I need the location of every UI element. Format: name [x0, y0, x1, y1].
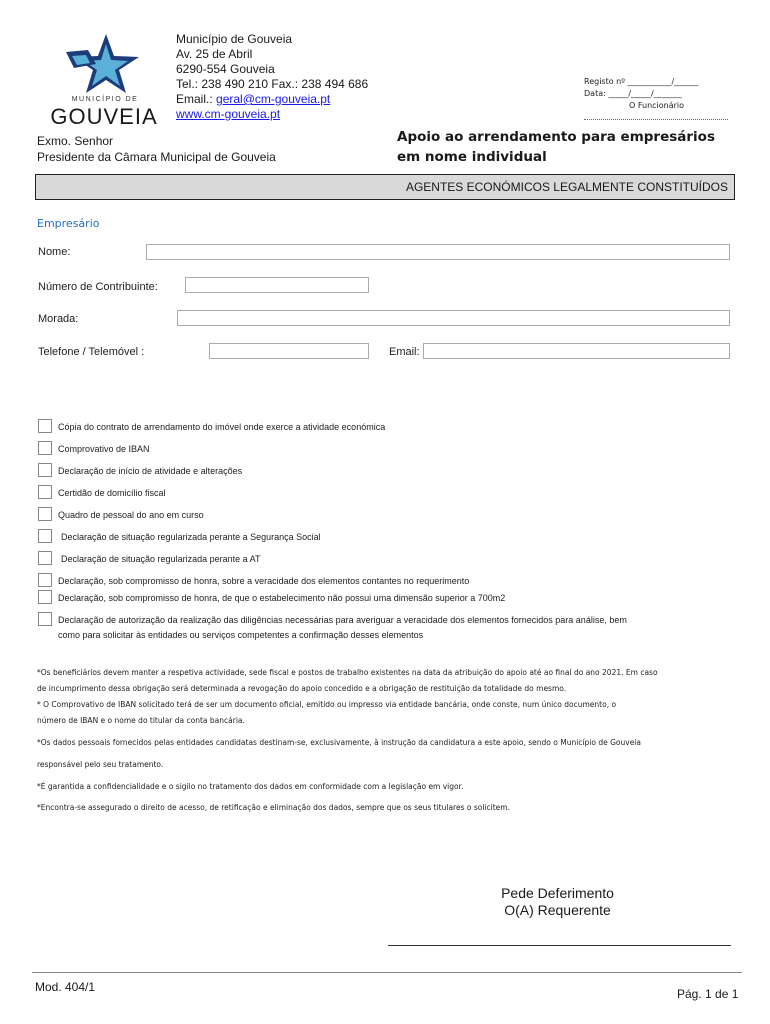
signature-line	[388, 945, 731, 946]
form-title: Apoio ao arrendamento para empresários em nome individual	[397, 129, 715, 165]
recipient-block	[37, 133, 276, 165]
empresario-heading: Empresário	[37, 217, 100, 230]
footer-divider	[32, 972, 742, 973]
page-number: Pág. 1 de 1	[677, 987, 739, 1001]
star-logo-icon	[44, 30, 164, 100]
contact-postal: 6290-554 Gouveia	[176, 62, 275, 76]
contact-phone: Tel.: 238 490 210 Fax.: 238 494 686	[176, 77, 369, 91]
logo-subtitle: MUNICÍPIO DE	[71, 96, 139, 103]
checkbox[interactable]	[38, 485, 52, 499]
checkbox[interactable]	[38, 573, 52, 587]
registry-signature-line	[584, 112, 728, 120]
checkbox[interactable]	[38, 590, 52, 604]
checkbox[interactable]	[38, 441, 52, 455]
checklist-label: Declaração de situação regularizada perante a AT	[61, 554, 261, 564]
note-line: *Encontra-se assegurado o direito de acesso, de retificação e eliminação dos dados, sempre que os seus titulares o solicitem.	[37, 803, 510, 812]
note-line: *É garantida a confidencialidade e o sigilo no tratamento dos dados em conformidade com a legislação em vigor.	[37, 782, 464, 791]
checklist-item	[38, 573, 469, 589]
registry-block	[584, 76, 728, 120]
email-label: Email:	[389, 346, 420, 358]
checklist-label: Declaração, sob compromisso de honra, de que o estabelecimento não possui uma dimensão superior a 700m2	[58, 593, 506, 603]
checklist-item	[38, 590, 505, 606]
note-line: *Os dados pessoais fornecidos pelas entidades candidatas destinam-se, exclusivamente, à instrução da candidatura a este apoio, sendo o Município de Gouveia	[37, 738, 641, 747]
checklist-item	[38, 463, 242, 479]
nif-field[interactable]	[185, 277, 369, 293]
checklist-label-continuation: como para solicitar às entidades ou serviços competentes a confirmação desses elementos	[58, 630, 424, 640]
checklist-item	[38, 529, 321, 545]
checklist-label: Declaração de início de atividade e alterações	[58, 466, 243, 476]
note-line: número de IBAN e o nome do titular da conta bancária.	[37, 716, 245, 725]
checkbox[interactable]	[38, 507, 52, 521]
checklist-label: Quadro de pessoal do ano em curso	[58, 510, 204, 520]
morada-label: Morada:	[38, 313, 79, 325]
registry-official: O Funcionário	[629, 101, 685, 110]
email-field[interactable]	[423, 343, 730, 359]
recipient-title: Presidente da Câmara Municipal de Gouveia	[37, 150, 276, 164]
form-model-number: Mod. 404/1	[35, 980, 96, 994]
note-line: responsável pelo seu tratamento.	[37, 760, 164, 769]
checkbox[interactable]	[38, 419, 52, 433]
checklist-label: Declaração de autorização da realização das diligências necessárias para averiguar a veracidade dos elementos fornecidos para análise, bem	[58, 615, 627, 625]
contact-email-prefix: Email.:	[176, 92, 217, 106]
registry-date: Data: _____/_____/_______	[584, 89, 682, 98]
checkbox[interactable]	[38, 612, 52, 626]
note-line: * O Comprovativo de IBAN solicitado terá de ser um documento oficial, emitido ou impresso via entidade bancária, onde conste, num único documento, o	[37, 700, 617, 709]
section-header: AGENTES ECONÓMICOS LEGALMENTE CONSTITUÍDOS	[35, 174, 735, 200]
telefone-label: Telefone / Telemóvel :	[38, 346, 145, 358]
note-line: *Os beneficiários devem manter a respetiva actividade, sede fiscal e postos de trabalho existentes na data da atribuição do apoio até ao final do ano 2021. Em caso	[37, 668, 658, 677]
checkbox[interactable]	[38, 463, 52, 477]
signature-request: Pede Deferimento	[501, 885, 614, 901]
checkbox[interactable]	[38, 529, 52, 543]
checklist-label: Declaração, sob compromisso de honra, sobre a veracidade dos elementos contantes no requerimento	[58, 576, 470, 586]
registry-number: Registo nº ___________/______	[584, 77, 699, 86]
contact-email-link[interactable]: geral@cm-gouveia.pt	[216, 92, 331, 106]
recipient-salutation: Exmo. Senhor	[37, 134, 114, 148]
signature-applicant: O(A) Requerente	[504, 902, 611, 918]
contact-email-row	[176, 92, 368, 107]
contact-website-link[interactable]: www.cm-gouveia.pt	[176, 107, 281, 121]
checklist-label: Certidão de domicílio fiscal	[58, 488, 166, 498]
checklist-item	[38, 507, 204, 523]
checklist-item	[38, 551, 260, 567]
checklist-label: Declaração de situação regularizada perante a Segurança Social	[61, 532, 321, 542]
checklist-item	[38, 485, 166, 501]
checklist-label: Cópia do contrato de arrendamento do imóvel onde exerce a atividade económica	[58, 422, 386, 432]
signature-block	[480, 885, 635, 919]
logo-title: GOUVEIA	[50, 104, 158, 129]
municipality-logo	[44, 30, 164, 130]
contact-name: Município de Gouveia	[176, 32, 293, 46]
checklist-item	[38, 612, 627, 628]
contact-block	[176, 32, 368, 122]
note-line: de incumprimento dessa obrigação será determinada a revogação do apoio concedido e a obrigação de restituição da totalidade do mesmo.	[37, 684, 567, 693]
checklist-item	[38, 441, 150, 457]
nome-field[interactable]	[146, 244, 730, 260]
nome-label: Nome:	[38, 246, 71, 258]
nif-label: Número de Contribuinte:	[38, 281, 158, 293]
morada-field[interactable]	[177, 310, 730, 326]
checkbox[interactable]	[38, 551, 52, 565]
telefone-field[interactable]	[209, 343, 369, 359]
checklist-label: Comprovativo de IBAN	[58, 444, 150, 454]
checklist-item	[38, 419, 385, 435]
contact-address: Av. 25 de Abril	[176, 47, 253, 61]
